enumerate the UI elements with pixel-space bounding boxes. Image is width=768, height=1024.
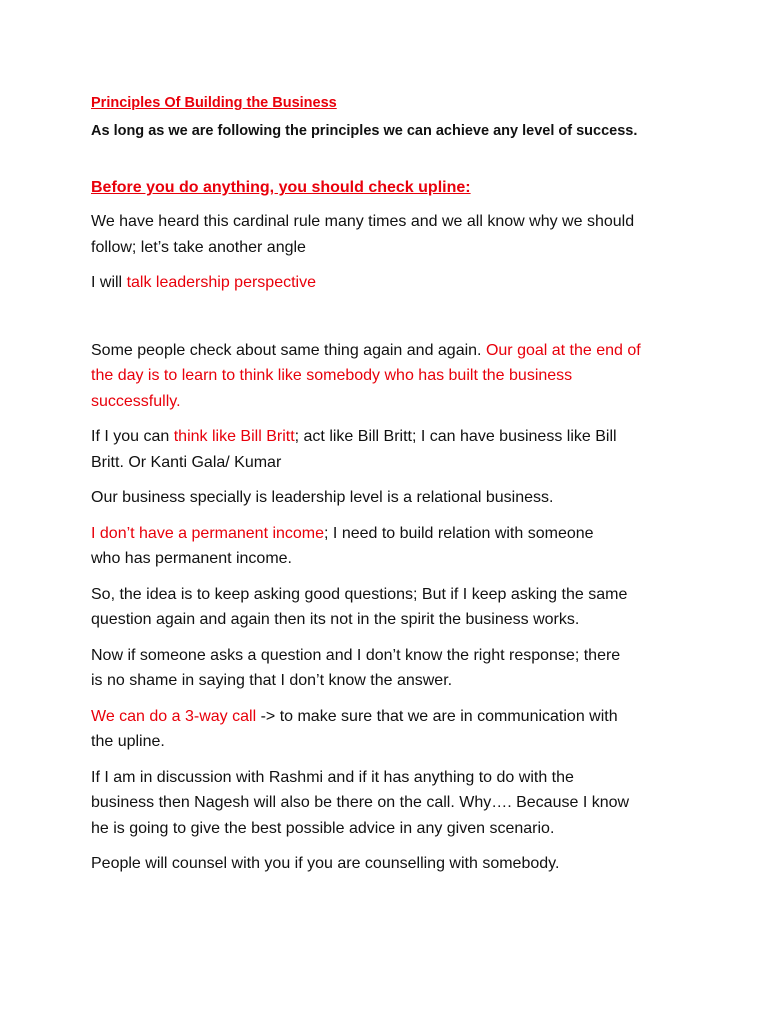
paragraph-no-shame [91,643,691,694]
paragraph-line: We have heard this cardinal rule many times and we all know why we should [91,213,635,230]
paragraph-text: Our business specially is leadership level is a relational business. [91,489,554,506]
paragraph-line: business then Nagesh will also be there on the call. Why…. Because I know [91,794,630,811]
paragraph-emphasis: the day is to learn to think like somebody who has built the business [91,367,573,384]
paragraph-emphasis: think like Bill Britt [173,428,295,445]
document-body [91,92,691,877]
paragraph-emphasis: Our goal at the end of [485,341,641,359]
paragraph-rashmi-nagesh [91,765,691,842]
paragraph-cardinal-rule [91,209,691,260]
section-title: Before you do anything, you should check upline: [91,179,471,196]
paragraph-line: If I am in discussion with Rashmi and if it has anything to do with the [91,768,574,786]
paragraph-counsel [91,851,691,877]
paragraph-bill-britt [91,424,691,475]
paragraph-relational [91,485,691,511]
paragraph-line: So, the idea is to keep asking good questions; But if I keep asking the same [91,585,628,603]
paragraph-3-way-call [91,704,691,755]
paragraph-permanent-income [91,521,691,572]
document-subheading: As long as we are following the principles we can achieve any level of success. [91,123,638,139]
paragraph-text: If I you can [91,428,174,445]
paragraph-text: I will [91,274,127,291]
paragraph-goal [91,338,691,415]
paragraph-line: the upline. [91,733,165,750]
paragraph-emphasis: talk leadership perspective [126,274,316,291]
paragraph-leadership [91,270,691,296]
paragraph-line: question again and again then its not in the spirit the business works. [91,611,580,628]
paragraph-text: -> to make sure that we are in communication with [256,707,618,725]
paragraph-line: is no shame in saying that I don’t know the answer. [91,672,453,689]
paragraph-line: Now if someone asks a question and I don’t know the right response; there [91,646,621,664]
paragraph-text: ; I need to build relation with someone [324,524,594,542]
paragraph-emphasis: successfully. [91,392,181,410]
paragraph-text: People will counsel with you if you are counselling with somebody. [91,855,560,872]
paragraph-emphasis: We can do a 3-way call [91,707,257,725]
paragraph-line: Britt. Or Kanti Gala/ Kumar [91,453,282,471]
paragraph-good-questions [91,582,691,633]
paragraph-emphasis: I don’t have a permanent income [91,524,325,542]
paragraph-line: who has permanent income. [91,550,292,567]
paragraph-text: ; act like Bill Britt; I can have business like Bill [294,428,617,445]
paragraph-text: Some people check about same thing again and again. [91,341,486,359]
paragraph-line: he is going to give the best possible advice in any given scenario. [91,819,555,837]
document-heading: Principles Of Building the Business [91,95,337,111]
paragraph-line: follow; let’s take another angle [91,238,306,256]
